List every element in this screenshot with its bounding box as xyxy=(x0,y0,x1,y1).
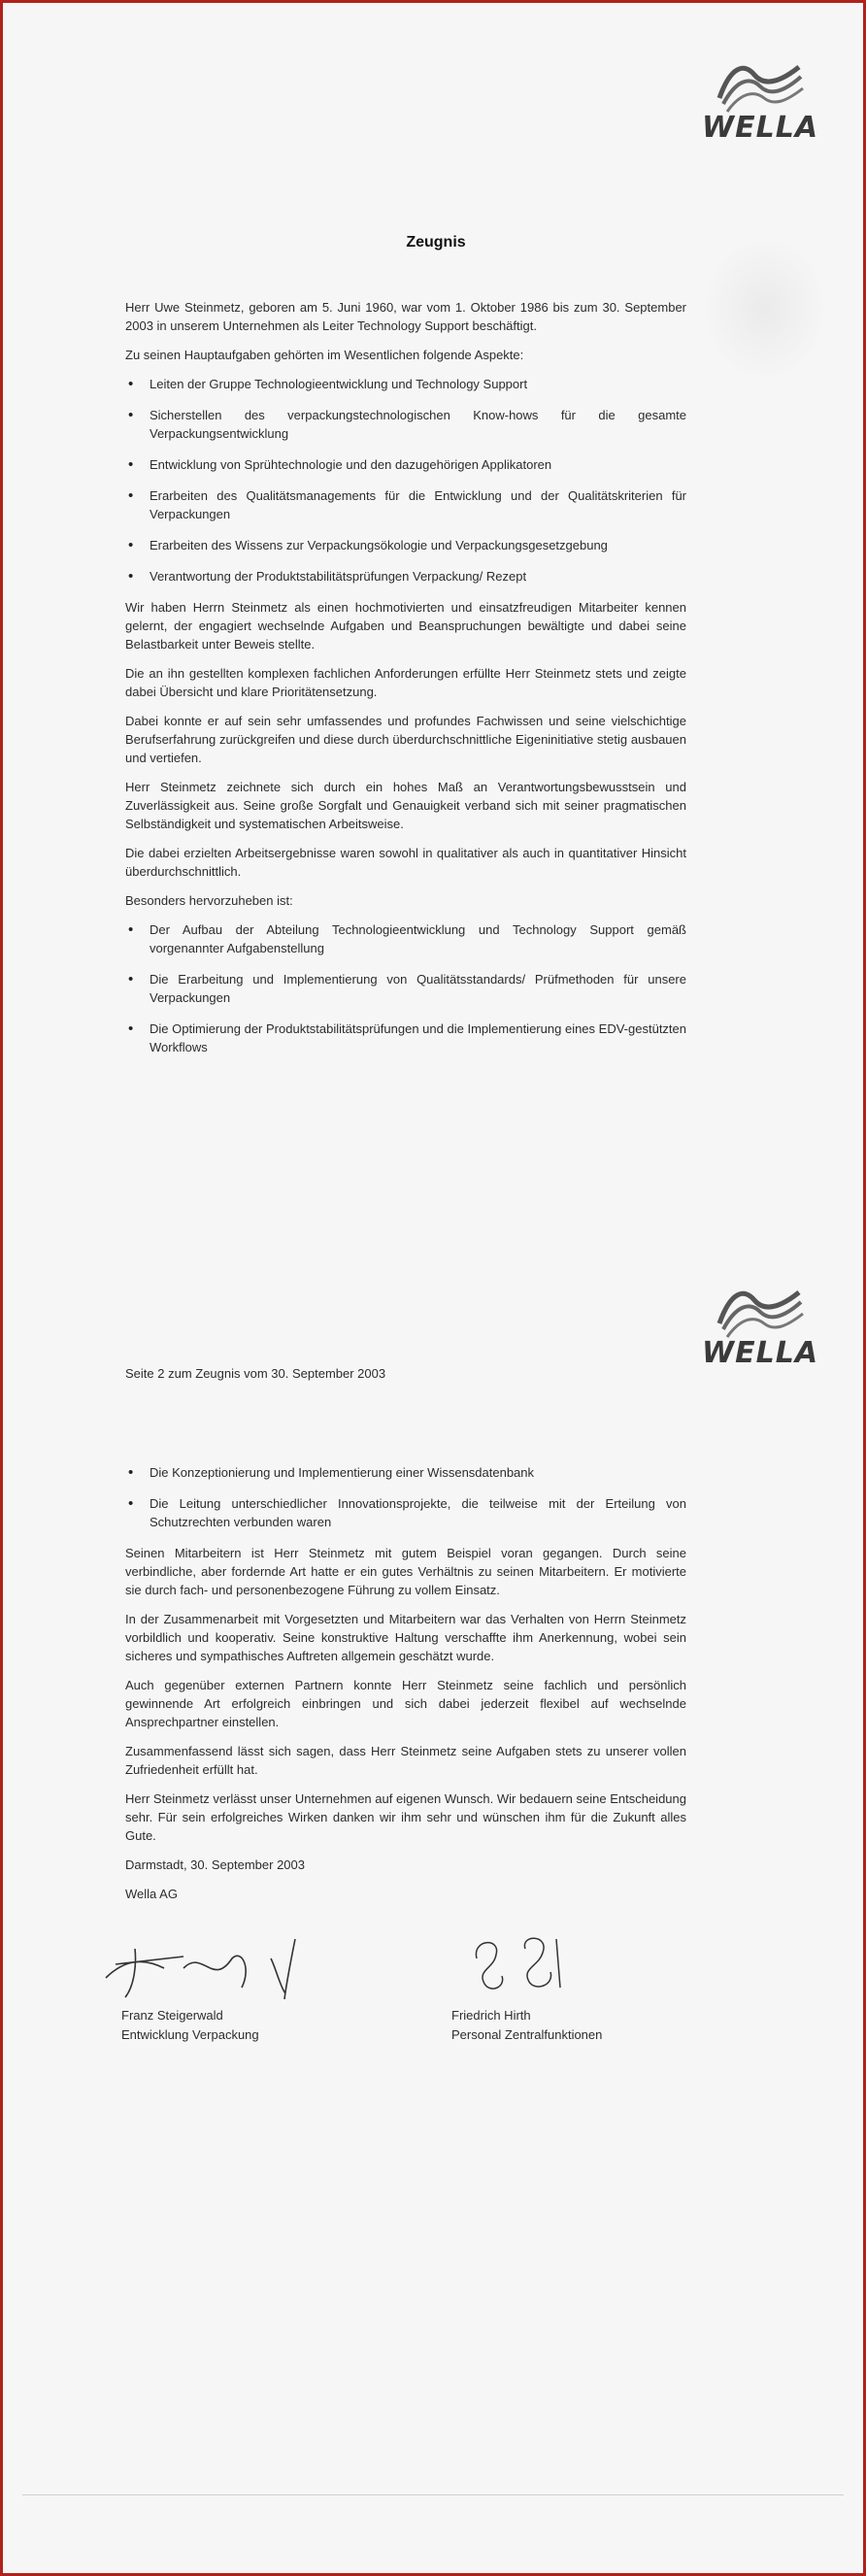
paragraph: Herr Steinmetz zeichnete sich durch ein hohes Maß an Verantwortungsbewusstsein und Zuverlässigkeit aus. Seine große Sorgfalt und Genauigkeit verband sich mit seiner pragmatischen Selbständigkeit und systematischen Arbeitsweise. xyxy=(125,780,686,831)
paragraph: Herr Steinmetz verlässt unser Unternehmen auf eigenen Wunsch. Wir bedauern seine Entscheidung sehr. Für sein erfolgreiches Wirken danken wir ihm sehr und wünschen ihm für die Zukunft alles Gute. xyxy=(125,1791,686,1843)
signature-steigerwald xyxy=(96,1929,329,2007)
wella-logo xyxy=(702,1287,819,1374)
paragraph: Auch gegenüber externen Partnern konnte Herr Steinmetz seine fachlich und persönlich gewinnende Art erfolgreich einbringen und sich dabei jederzeit flexibel auf wechselnde Ansprechpartner einstellen. xyxy=(125,1678,686,1729)
page-title: Zeugnis xyxy=(406,234,466,251)
signature-hirth xyxy=(467,1929,593,1997)
signatory-name: Franz Steigerwald xyxy=(121,2008,223,2023)
signatory-role: Entwicklung Verpackung xyxy=(121,2027,259,2042)
list-item: • Leiten der Gruppe Technologieentwicklung und Technology Support xyxy=(125,375,686,393)
scan-artifact xyxy=(702,236,828,382)
wella-logo xyxy=(702,61,819,149)
intro-paragraph: Herr Uwe Steinmetz, geboren am 5. Juni 1960, war vom 1. Oktober 1986 bis zum 30. September 2003 in unserem Unternehmen als Leiter Technology Support beschäftigt. xyxy=(125,300,686,333)
list-item: • Der Aufbau der Abteilung Technologieentwicklung und Technology Support gemäß vorgenannter Aufgabenstellung xyxy=(125,920,686,957)
signatory-block-1 xyxy=(121,2006,259,2045)
highlights-list xyxy=(125,920,686,1056)
signatory-name: Friedrich Hirth xyxy=(451,2008,531,2023)
page1-body xyxy=(125,298,686,1069)
page2-body xyxy=(125,1463,686,1914)
tasks-heading: Zu seinen Hauptaufgaben gehörten im Wesentlichen folgende Aspekte: xyxy=(125,348,524,362)
list-item: • Die Leitung unterschiedlicher Innovationsprojekte, die teilweise mit der Erteilung von Schutzrechten verbunden waren xyxy=(125,1494,686,1531)
logo-wordmark: WELLA xyxy=(702,1336,819,1370)
list-item: • Verantwortung der Produktstabilitätsprüfungen Verpackung/ Rezept xyxy=(125,567,686,585)
paragraph: Zusammenfassend lässt sich sagen, dass Herr Steinmetz seine Aufgaben stets zu unserer vollen Zufriedenheit erfüllt hat. xyxy=(125,1744,686,1777)
signatory-role: Personal Zentralfunktionen xyxy=(451,2027,603,2042)
page2-header: Seite 2 zum Zeugnis vom 30. September 2003 xyxy=(125,1366,386,1381)
paragraph: Die dabei erzielten Arbeitsergebnisse waren sowohl in qualitativer als auch in quantitativer Hinsicht überdurchschnittlich. xyxy=(125,846,686,879)
list-item: • Die Erarbeitung und Implementierung von Qualitätsstandards/ Prüfmethoden für unsere Verpackungen xyxy=(125,970,686,1007)
list-item: • Die Optimierung der Produktstabilitätsprüfungen und die Implementierung eines EDV-gestützten Workflows xyxy=(125,1020,686,1056)
highlights-list-continued xyxy=(125,1463,686,1531)
signatory-block-2 xyxy=(451,2006,602,2045)
highlights-heading: Besonders hervorzuheben ist: xyxy=(125,893,293,908)
paragraph: Wir haben Herrn Steinmetz als einen hochmotivierten und einsatzfreudigen Mitarbeiter kennen gelernt, der engagiert wechselnde Aufgaben und Beanspruchungen bewältigte und dabei seine Belastbarkeit unter Beweis stellte. xyxy=(125,600,686,652)
list-item: • Sicherstellen des verpackungstechnologischen Know-hows für die gesamte Verpackungsentwicklung xyxy=(125,406,686,443)
list-item: • Erarbeiten des Wissens zur Verpackungsökologie und Verpackungsgesetzgebung xyxy=(125,536,686,554)
logo-wordmark: WELLA xyxy=(702,111,819,145)
list-item: • Entwicklung von Sprühtechnologie und den dazugehörigen Applikatoren xyxy=(125,455,686,474)
paragraph: Seinen Mitarbeitern ist Herr Steinmetz mit gutem Beispiel voran gegangen. Durch seine verbindliche, aber fordernde Art hatte er ein gutes Verhältnis zu seinen Mitarbeitern. Er motivierte sie durch fach- und personenbezogene Führung zu vollem Einsatz. xyxy=(125,1546,686,1597)
tasks-list xyxy=(125,375,686,585)
page-divider xyxy=(22,2494,844,2495)
paragraph: Die an ihn gestellten komplexen fachlichen Anforderungen erfüllte Herr Steinmetz stets und zeigte dabei Übersicht und klare Prioritätensetzung. xyxy=(125,666,686,699)
place-date: Darmstadt, 30. September 2003 xyxy=(125,1857,305,1872)
list-item: • Die Konzeptionierung und Implementierung einer Wissensdatenbank xyxy=(125,1463,686,1482)
paragraph: Dabei konnte er auf sein sehr umfassendes und profundes Fachwissen und seine vielschichtige Berufserfahrung zurückgreifen und diese durch überdurchschnittliche Eigeninitiative stetig ausbauen und vertiefen. xyxy=(125,714,686,765)
company-name: Wella AG xyxy=(125,1887,178,1901)
list-item: • Erarbeiten des Qualitätsmanagements für die Entwicklung und der Qualitätskriterien für Verpackungen xyxy=(125,486,686,523)
paragraph: In der Zusammenarbeit mit Vorgesetzten und Mitarbeitern war das Verhalten von Herrn Steinmetz vorbildlich und kooperativ. Seine konstruktive Haltung verschaffte ihm Anerkennung, wobei sein sicheres und sympathisches Auftreten allgemein geschätzt wurde. xyxy=(125,1612,686,1663)
